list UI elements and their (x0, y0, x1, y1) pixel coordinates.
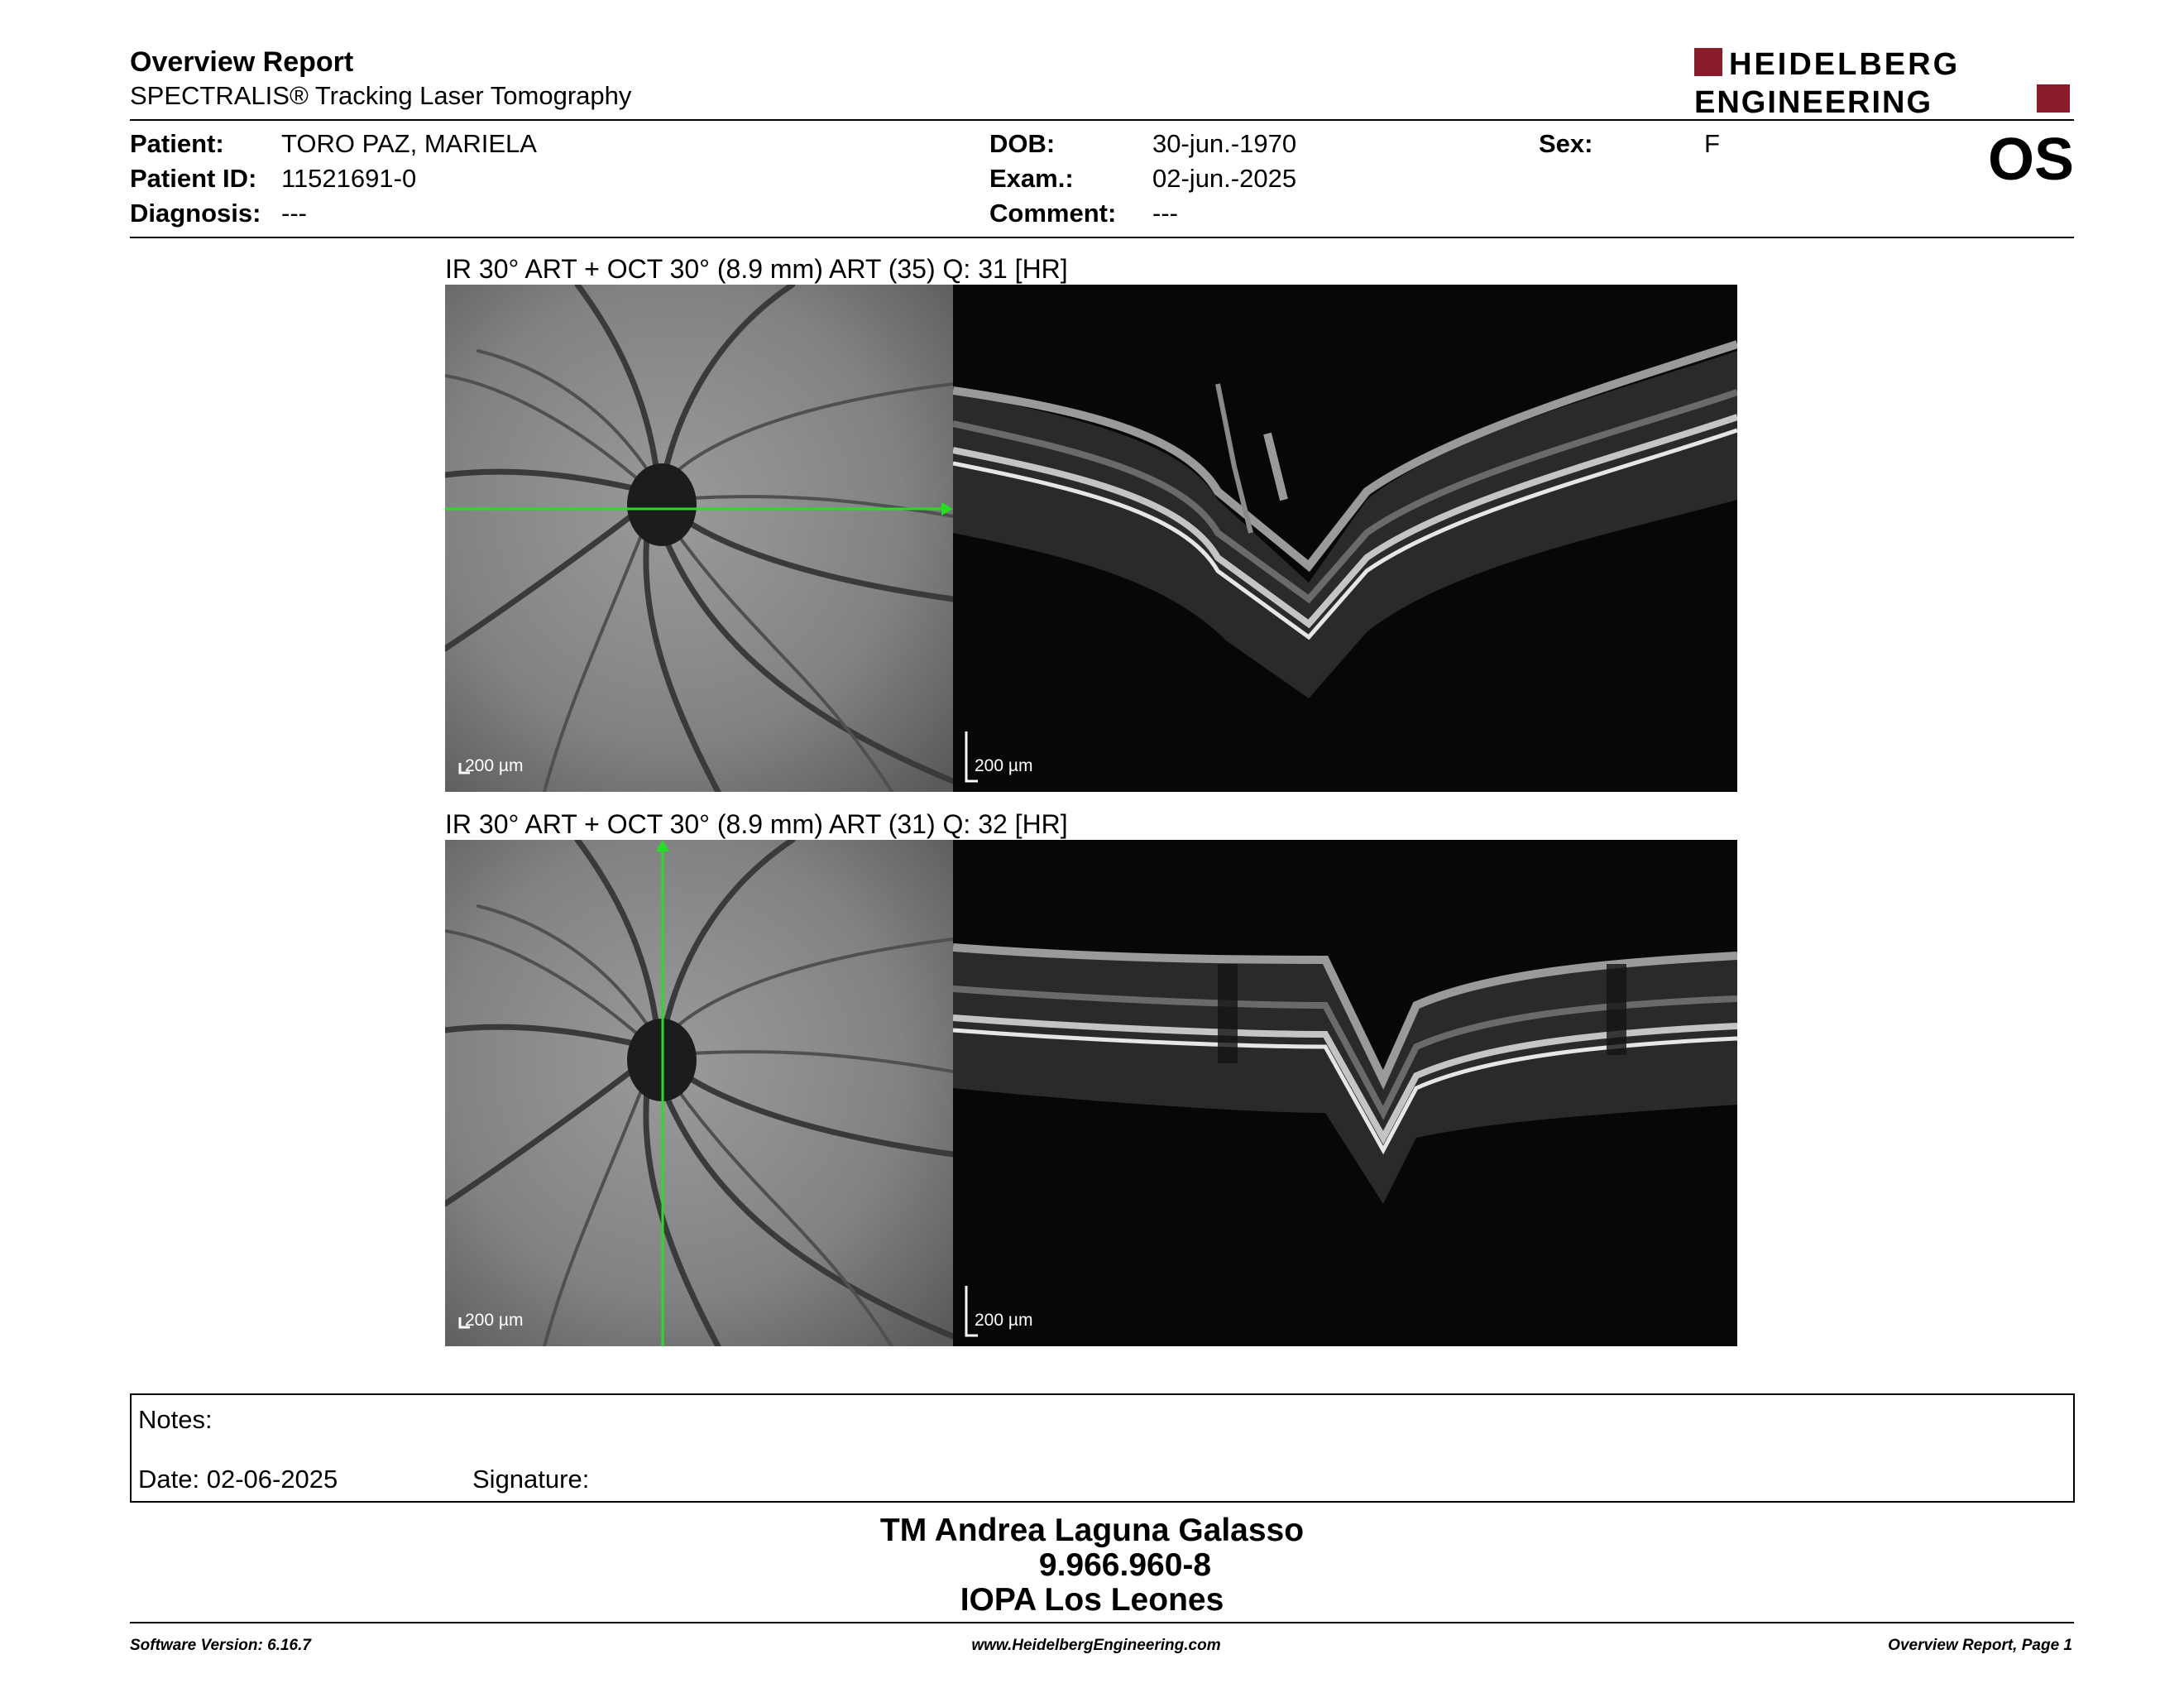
header-divider (130, 119, 2074, 121)
report-subtitle: SPECTRALIS® Tracking Laser Tomography (130, 81, 632, 110)
page-indicator: Overview Report, Page 1 (1888, 1637, 2072, 1654)
oct-bscan-image-1 (953, 285, 1737, 792)
report-title: Overview Report (130, 46, 354, 78)
oct-scale-label-2: 200 µm (975, 1311, 1033, 1330)
footer-divider (130, 1622, 2074, 1623)
comment-label: Comment: (989, 199, 1117, 228)
ir-fundus-image-2 (445, 840, 953, 1346)
signature-label: Signature: (472, 1465, 590, 1494)
exam-value: 02-jun.-2025 (1152, 164, 1297, 193)
patient-name: TORO PAZ, MARIELA (281, 129, 537, 158)
ir-scale-label-2: 200 µm (465, 1311, 524, 1330)
scan-panel-2 (445, 840, 1737, 1346)
diagnosis-value: --- (281, 199, 307, 228)
diagnosis-label: Diagnosis: (130, 199, 261, 228)
oct-scale-label-1: 200 µm (975, 756, 1033, 775)
patient-label: Patient: (130, 129, 224, 158)
date-label: Date: 02-06-2025 (138, 1465, 338, 1494)
software-version: Software Version: 6.16.7 (130, 1637, 311, 1654)
ir-fundus-image-1 (445, 285, 953, 792)
signature-institution: IOPA Los Leones (960, 1582, 1224, 1618)
scan-caption-1: IR 30° ART + OCT 30° (8.9 mm) ART (35) Q: 31 [HR] (445, 254, 1068, 284)
scan-panel-1 (445, 285, 1737, 792)
patient-id-label: Patient ID: (130, 164, 257, 193)
notes-label: Notes: (138, 1405, 213, 1434)
patient-divider (130, 237, 2074, 238)
eye-indicator: OS (1987, 127, 2074, 193)
ir-scale-label-1: 200 µm (465, 756, 524, 775)
svg-text:HEIDELBERG: HEIDELBERG (1729, 47, 1961, 82)
heidelberg-logo (1694, 46, 2075, 116)
dob-label: DOB: (989, 129, 1056, 158)
patient-id-value: 11521691-0 (281, 164, 417, 193)
oct-bscan-image-2 (953, 840, 1737, 1346)
signature-id: 9.966.960-8 (1038, 1547, 1212, 1583)
dob-value: 30-jun.-1970 (1152, 129, 1297, 158)
svg-text:ENGINEERING: ENGINEERING (1694, 85, 1933, 116)
scan-caption-2: IR 30° ART + OCT 30° (8.9 mm) ART (31) Q: 32 [HR] (445, 809, 1068, 839)
notes-box (130, 1393, 2075, 1503)
sex-label: Sex: (1539, 129, 1593, 158)
exam-label: Exam.: (989, 164, 1074, 193)
website-link[interactable]: www.HeidelbergEngineering.com (971, 1637, 1221, 1654)
signature-name: TM Andrea Laguna Galasso (879, 1513, 1305, 1548)
comment-value: --- (1152, 199, 1178, 228)
sex-value: F (1704, 129, 1720, 158)
